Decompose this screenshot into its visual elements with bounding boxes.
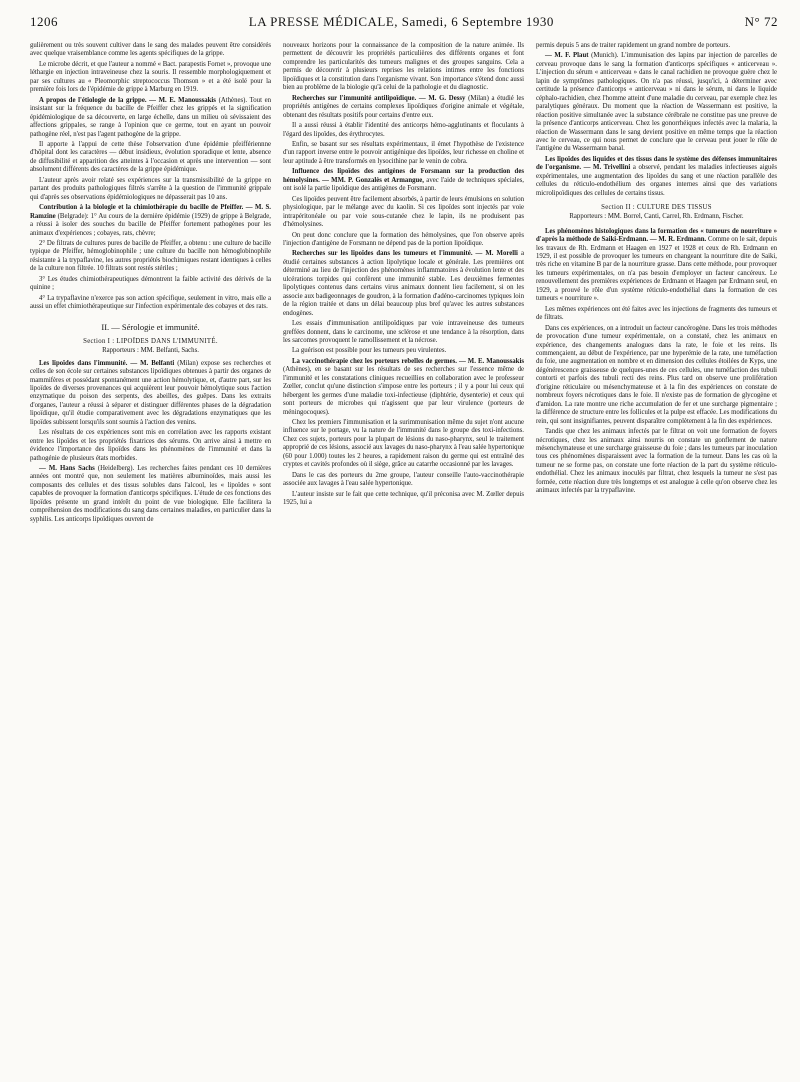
abstract-text: (Athènes), en se basant sur les résultats de ses recherches sur l'essence même de l'immunité et les constatations cliniques recueillies en collaboration avec le professeur Zœller, conclut qu'une distinction s'impose entre les porteurs ; il y a pour lui ceux qui hébergent les germes d'une maladie toxi-infectieuse (diphtérie, dysenterie) et ceux qui sont porteurs de microbes qui n'agissent que par leur virulence (porteurs de méningocoques). — [283, 366, 524, 416]
abstract-text: Comme on le sait, depuis les travaux de Rh. Erdmann et Haagen en 1927 et 1928 et ceux de Rh. Erdmann en 1929, il est possible de provoquer les tumeurs en changeant la nourriture dite de Saiki, très riche en vitamine B par de la nourriture grasse. Dans cette méthode, pour provoquer les tumeurs expérimentales, on n'a pas besoin d'employer un facteur cancéreux. Le renouvellement des premières expériences de Erdmann et Haagen par Erdmann seul, en 1929, a prouvé le rôle d'un système réticulo-endothélial dans la formation de ces tumeurs « nourriture ». — [536, 236, 777, 303]
paragraph — [536, 228, 777, 304]
paragraph: Les résultats de ces expériences sont mis en corrélation avec les rapports existant entre les lipoïdes et les propriétés fixatrices des sérums. On arrive ainsi à mettre en évidence l'importance des lipoïdes dans les phénomènes de l'immunité et dans la pathogénie de plusieurs états morbides. — [30, 429, 271, 462]
abstract-text: avec l'aide de techniques spéciales, ont isolé la partie lipoïdique des antigènes de Forsmann. — [283, 176, 524, 193]
subsection-title: Section II : CULTURE DES TISSUS — [601, 204, 712, 212]
paragraph: La guérison est possible pour les tumeurs peu virulentes. — [292, 347, 447, 355]
issue-number: N° 72 — [744, 14, 778, 29]
paragraph: L'auteur après avoir relaté ses expériences sur la transmissibilité de la grippe en partant des produits pathologiques filtrés s'arrête à la question de l'immunité grippale qui d'après ses observations épidémiologiques ne dépasserait pas 10 ans. — [30, 176, 271, 201]
paragraph: Ces lipoïdes peuvent être facilement absorbés, à partir de leurs émulsions en solution physiologique, par le mélange avec du kaolin. Si ces lipoïdes sont injectés par voie intrapéritonéale ou par voie sous-cutanée chez le lapin, ils ne produisent pas d'hémolysines. — [283, 195, 524, 229]
paragraph — [30, 465, 271, 524]
abstract-heading: — M. Hans Sachs — [39, 465, 95, 473]
abstract-heading: Recherches sur les lipoïdes dans les tumeurs et l'immunité. — M. Morelli — [292, 250, 518, 258]
rapporteurs: Rapporteurs : MM. Borrel, Canti, Carrel, Rh. Erdmann, Fischer. — [569, 213, 744, 221]
paragraph — [536, 156, 777, 198]
abstract-text: a observé, pendant les maladies infectieuses aiguës expérimentales, une augmentation des lipoïdes du sang et une réaction parallèle des cellules du réticulo-endothélium des organes internes ainsi que des variations microlipoïdiques des cellules de certains tissus. — [536, 164, 777, 197]
abstract-heading: Les lipoïdes dans l'immunité. — M. Belfanti — [39, 359, 175, 367]
paragraph: On peut donc conclure que la formation des hémolysines, que l'on observe après l'injection d'antigène de Forsmann ne dépend pas de la portion lipoïdique. — [283, 231, 524, 247]
paragraph: gulièrement ou très souvent cultiver dans le sang des malades peuvent être considérés avec quelque vraisemblance comme les agents spécifiques de la grippe. — [30, 42, 271, 58]
column-1 — [30, 42, 271, 1082]
paragraph: Enfin, se basant sur ses résultats expérimentaux, il émet l'hypothèse de l'existence d'un rapport inverse entre le pouvoir antigénique des lipoïdes, leur richesse en choline et leur aptitude à être transformés en lysocithine par le venin de cobra. — [283, 140, 524, 165]
paragraph: Dans ces expériences, on a introduit un facteur cancérogène. Dans les trois méthodes de provocation d'une tumeur expérimentale, on a constaté, chez les animaux en expérience, des changements analogues dans la rate, le foie et les reins. Ils commençaient, au début de l'expérience, par une hyperémie de la rate, une tuméfaction du foie, une augmentation en nombre et en dimension des cellules étoilées de Kyps, une dégénérescence graisseuse de quelques-unes de ces cellules, une tuméfaction des tubuli contorti et parfois des tubuli recti des reins. Plus tard on observe une prolifération d'origine réticulaire ou mésenchymateuse et à la fin des expériences on constate de nombreux foyers nécrotiques dans le foie. Il n'existe pas de formation de glycogène et d'amidon. La rate montre une riche accumulation de fer et une surcharge pigmentaire ; la différence de structure entre les follicules et la pulpe est effacée. Les modifications du rein, qui sont insignifiantes, peuvent disparaître complètement à la fin des expériences. — [536, 324, 777, 425]
paragraph — [283, 358, 524, 417]
paragraph: nouveaux horizons pour la connaissance de la composition de la nature animée. Ils permettent de découvrir les propriétés particulières des différents organes et font comprendre les particularités des tumeurs malignes et des groupes sanguins. Cela a permis de découvrir à plusieurs reprises les relations intimes entre les fonctions lipoïdiques et la constitution dans l'organisme vivant. Son importance s'étend donc aussi bien au problème de la biologie qu'à celui de la pathologie et du diagnostic. — [283, 42, 524, 92]
paragraph: Chez les premiers l'immunisation et la surimmunisation même du sujet n'ont aucune influence sur le portage, vu la nature de l'immunité dans le groupe des toxi-infections. Chez ces sujets, porteurs pour la plupart de lésions du naso-pharynx, seul le traitement approprié de ces lésions, associé aux lavages du naso-pharynx à l'eau salée hypertonique (60 pour 1.000) toutes les 2 heures, a rapidement raison du germe qui est entraîné des cryptes et cavités profondes où il siège, grâce au catarrhe occasionné par les lavages. — [283, 419, 524, 469]
abstract-heading: Les phénomènes histologiques dans la formation des « tumeurs de nourriture » d'après la méthode de Saiki-Erdmann. — M. R. Erdmann. — [536, 227, 777, 244]
abstract-heading: — M. F. Plaut — [545, 52, 589, 60]
rapporteurs: Rapporteurs : MM. Belfanti, Sachs. — [102, 346, 199, 354]
abstract-text: (Belgrade): 1° Au cours de la dernière épidémie (1929) de grippe à Belgrade, a réussi à isoler des souches du bacille de Pfeiffer fortement pathogènes pour les animaux d'expériences ; cobayes, rats, chèvre; — [30, 212, 271, 237]
paragraph — [30, 204, 271, 238]
abstract-text: (Heidelberg). Les recherches faites pendant ces 10 dernières années ont montré que, non seulement les matières albuminoïdes, mais aussi les composants des cellules et des tissus solubles dans l'alcool, les « lipoïdes » sont capables de provoquer la formation d'anticorps spécifiques. L'étude de ces fonctions des lipoïdes présente un grand intérêt du point de vue biologique. Elle facilitera la compréhension des modifications du sang dans certaines maladies, en particulier dans la syphilis. Les anticorps lipoïdiques ouvrent de — [30, 465, 271, 523]
paragraph — [30, 360, 271, 428]
paragraph: 3° Les études chimiothérapeutiques démontrent la faible activité des dérivés de la quinine ; — [30, 275, 271, 292]
subsection-title: Section I : LIPOÏDES DANS L'IMMUNITÉ. — [83, 337, 218, 345]
columns — [30, 42, 778, 1082]
paragraph: Les mêmes expériences ont été faites avec les injections de fragments des tumeurs et de filtrats. — [536, 305, 777, 322]
paragraph — [30, 97, 271, 139]
paragraph: Le microbe décrit, et que l'auteur a nommé « Bact. parapestis Fornet », provoque une léthargie en injection intraveineuse chez la souris. Il ressemble morphologiquement et par ses cultures au « Pleomorphic streptococcus Thomson » et a été isolé pour la première fois lors de l'épidémie de grippe à Marburg en 1919. — [30, 60, 271, 94]
paragraph — [283, 168, 524, 193]
abstract-heading: A propos de l'étiologie de la grippe. — M. E. Manoussakis — [39, 96, 216, 104]
paragraph: 2° De filtrats de cultures pures de bacille de Pfeiffer, a obtenu : une culture de bacille typique de Pfeiffer, hémoglobinophile ; une culture du bacille non hémoglobinophile résistante à la trypaflavine, les autres propriétés biochimiques restant identiques à celles de la culture non filtrée. 10 filtrats sont restés stériles ; — [30, 239, 271, 273]
paragraph: Il a aussi réussi à établir l'identité des anticorps hémo-agglutinants et floculants à l'égard des lipoïdes, des érythrocytes. — [283, 122, 524, 138]
paragraph: L'auteur insiste sur le fait que cette technique, qu'il préconisa avec M. Zœller depuis 1925, lui a — [283, 490, 524, 507]
paragraph: permis depuis 5 ans de traiter rapidement un grand nombre de porteurs. — [536, 42, 731, 49]
abstract-heading: Influence des lipoïdes des antigènes de Forsmann sur la production des hémolysines. — MM. P. Gonzalès et Armangue, — [283, 168, 524, 184]
paragraph: Les essais d'immunisation antilipoïdiques par voie intraveineuse des tumeurs greffées donnent, dans le carcinome, une sclérose et une tendance à la résorption, dans les sarcomes provoquent le ramollissement et la nécrose. — [283, 320, 524, 344]
abstract-text: (Milan) a étudié les propriétés antigènes de certains complexes lipoïdiques d'origine animale et végétale, obtenant des résultats positifs pour certains d'entre eux. — [283, 94, 524, 119]
abstract-heading: La vaccinothérapie chez les porteurs rebelles de germes. — M. E. Manoussakis — [292, 357, 524, 365]
abstract-text: a étudié certaines substances à action lipolytique locale et générale. Les premières ont déterminé au lieu de l'injection des phénomènes inflammatoires à évolution lente et des ulcérations torpides qui confèrent une immunité stable. Les deuxièmes fermentes lipolytiques contenus dans certains virus animaux donnent lieu facilement, si on les associe aux badigeonnages de goudron, à la formation d'adéno-carcinomes typiques loin de la région traitée et dans un délai beaucoup plus bref qu'avec les autres substances endogènes. — [283, 250, 524, 317]
paragraph: Il apporte à l'appui de cette thèse l'observation d'une épidémie pfeiffériennne d'hôpital dont les caractères — début insidieux, évolution sporadique et lente, absence de diffusibilité et apparition des atteintes à l'occasion et après une intervention — sont absolument différents des caractères de la grippe épidémique. — [30, 140, 271, 174]
abstract-text: (Milan) expose ses recherches et celles de son école sur certaines substances lipoïdiques obtenues à partir des organes de mammifères et possédant spontanément une action hémolytique, et, d'autre part, sur les lipoïdes de diverses provenances qui acquièrent leur pouvoir hémolytique sous l'action enzymatique du poison des serpents, des abeilles, des guêpes. Dans les extraits d'organes, l'auteur a réussi à séparer et distinguer différentes phases de la dégradation lipoïdique, qu'il étudie comparativement avec les dégradations enzymatiques que les lipoïdes subissent lorsqu'ils sont soumis à l'action des venins. — [30, 359, 271, 426]
paragraph — [283, 250, 524, 318]
paragraph — [283, 95, 524, 120]
page-number: 1206 — [30, 14, 58, 29]
abstract-text: (Munich). L'immunisation des lapins par injection de parcelles de cerveau provoque dans le sang la formation d'anticorps spécifiques « anticerveau ». L'injection du sérum « anticerveau » dans le canal rachidien ne provoque guère chez le lapin de symptômes pathologiques. On n'a pas réussi, jusqu'ici, à déterminer avec certitude la présence d'anticorps « anticerveau » ni dans le sérum, ni dans le liquide céphalo-rachidien, chez l'homme atteint d'une maladie du cerveau, par exemple chez les paralytiques généraux. Du moment que la réaction de Wassermann est positive, la réaction positive simultanée avec la substance cérébrale ne constitue pas une preuve de la présence d'anticorps anticerveau. Chez les gonorrhéiques infectés avec la malaria, la réaction de Wassermann dans le sang devient positive en même temps que la réaction avec le cerveau, ce qui nous permet de conclure que le cerveau peut jouer le rôle de l'antigène du Wassermann banal. — [536, 52, 777, 153]
column-2 — [283, 42, 524, 1082]
abstract-text: (Athènes). Tout en insistant sur la fréquence du bacille de Pfeiffer chez les grippés et la signification épidémiologique de sa découverte, en large échelle, dans un milieu où sévissaient des affections grippales, se range à l'opinion que ce germe, tout en ayant un pouvoir pathogène réel, n'est pas l'agent pathogène de la grippe. — [30, 96, 271, 138]
journal-title: LA PRESSE MÉDICALE, Samedi, 6 Septembre 1930 — [248, 14, 554, 29]
paragraph: Dans le cas des porteurs du 2me groupe, l'auteur conseille l'auto-vaccinothérapie associée aux lavages à l'eau salée hypertonique. — [283, 471, 524, 488]
section-title: II. — Sérologie et immunité. — [101, 321, 200, 332]
paragraph: 4° La trypaflavine n'exerce pas son action spécifique, seulement in vitro, mais elle a aussi un effet chimiothérapeutique sur l'infection expérimentale des cobayes et des rats. — [30, 294, 271, 311]
column-3 — [536, 42, 777, 1082]
page-header — [30, 14, 778, 36]
abstract-heading: Recherches sur l'immunité antilipoïdique. — M. G. Dessy — [292, 94, 466, 102]
abstract-heading: Contribution à la biologie et la chimiothérapie du bacille de Pfeiffer. — M. S. Ramzine — [30, 204, 271, 220]
abstract-heading: Les lipoïdes des liquides et des tissus dans le système des défenses immunitaires de l'organisme. — M. Trivellini — [536, 155, 777, 172]
paragraph: Tandis que chez les animaux infectés par le filtrat on voit une formation de foyers nécrotiques, chez les animaux ainsi nourris on constate un gonflement de nature mésenchymateuse et une surcharge graisseuse du foie ; dans les tumeurs par inoculation tous ces phénomènes disparaissent avec la formation de la tumeur. Dans les cas où la tumeur ne se forme pas, on constate une forte réaction de la part du système réticulo-endothélial. Chez les animaux inoculés par filtrat, chez lesquels la tumeur ne s'est pas formée, cette réaction dure très longtemps et est analogue à celle qu'on observe chez les animaux infectés par la trypaflavine. — [536, 428, 777, 495]
paragraph — [536, 52, 777, 153]
